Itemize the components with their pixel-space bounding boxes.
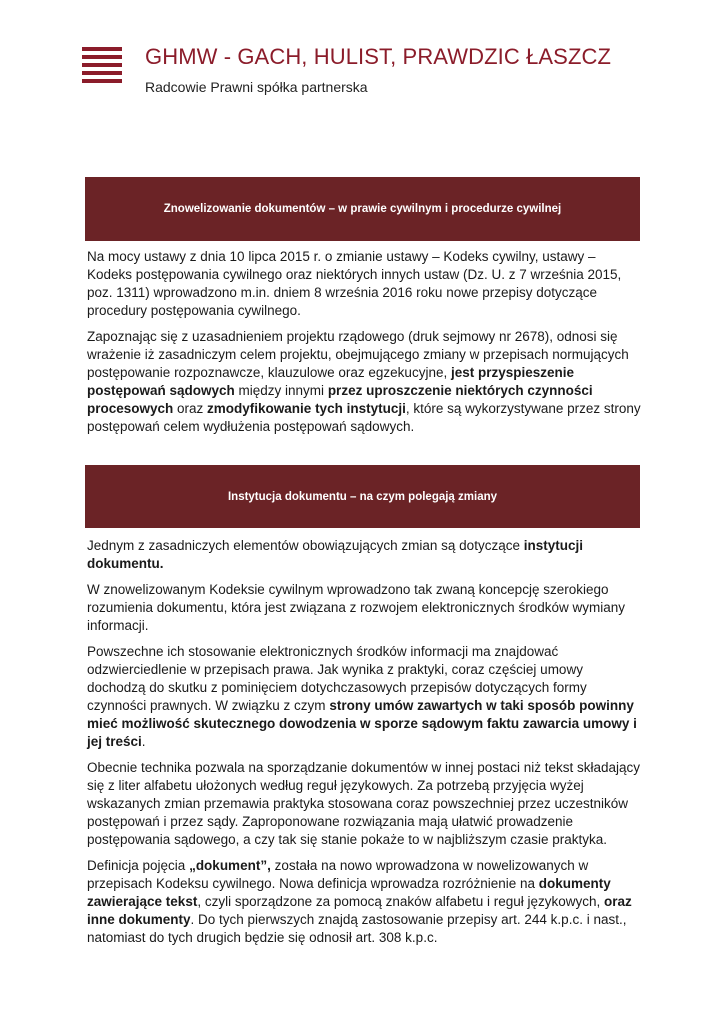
- striped-bars-logo-icon: [82, 47, 122, 87]
- firm-subtitle: Radcowie Prawni spółka partnerska: [145, 79, 368, 95]
- paragraph: Powszechne ich stosowanie elektronicznych środków informacji ma znajdować odzwierciedlenie w przepisach prawa. Jak wynika z praktyki, coraz częściej umowy dochodzą do skutku z pominięciem dotychczasowych przepisów dotyczących formy czynności prawnych. W związku z czym strony umów zawartych w taki sposób powinny mieć możliwość skutecznego dowodzenia w sporze sądowym faktu zawarcia umowy i jej treści.: [87, 644, 637, 749]
- section-header-document: Instytucja dokumentu – na czym polegają zmiany: [85, 465, 640, 528]
- section-amendment-body: [87, 248, 642, 444]
- paragraph: Na mocy ustawy z dnia 10 lipca 2015 r. o zmianie ustawy – Kodeks cywilny, ustawy – Kodeks postępowania cywilnego oraz niektórych innych ustaw (Dz. U. z 7 września 2015, poz. 1311) wprowadzono m.in. dniem 8 września 2016 roku nowe przepisy dotyczące procedury postępowania cywilnego.: [87, 249, 622, 318]
- paragraph: Definicja pojęcia „dokument”, została na nowo wprowadzona w nowelizowanych w przepisach Kodeksu cywilnego. Nowa definicja wprowadza rozróżnienie na dokumenty zawierające tekst, czyli sporządzone za pomocą znaków alfabetu i reguł językowych, oraz inne dokumenty. Do tych pierwszych znajdą zastosowanie przepisy art. 244 k.p.c. i nast., natomiast do tych drugich będzie się odnosił art. 308 k.p.c.: [87, 858, 632, 945]
- paragraph: W znowelizowanym Kodeksie cywilnym wprowadzono tak zwaną koncepcję szerokiego rozumienia dokumentu, która jest związana z rozwojem elektronicznych środków wymiany informacji.: [87, 582, 625, 633]
- section-header-amendment: Znowelizowanie dokumentów – w prawie cywilnym i procedurze cywilnej: [85, 177, 640, 241]
- paragraph: Zapoznając się z uzasadnieniem projektu rządowego (druk sejmowy nr 2678), odnosi się wrażenie iż zasadniczym celem projektu, obejmującego zmiany w przepisach normujących postępowanie rozpoznawcze, klauzulowe oraz egzekucyjne, jest przyspieszenie postępowań sądowych między innymi przez uproszczenie niektórych czynności procesowych oraz zmodyfikowanie tych instytucji, które są wykorzystywane przez strony postępowań celem wydłużenia postępowań sądowych.: [87, 329, 641, 434]
- paragraph: Obecnie technika pozwala na sporządzanie dokumentów w innej postaci niż tekst składający się z liter alfabetu ułożonych według reguł językowych. Za potrzebą przyjęcia wyżej wskazanych zmian przemawia praktyka stosowana coraz powszechniej przez uczestników postępowań i przez sądy. Zaproponowane rozwiązania mają ułatwić prowadzenie postępowania sądowego, a czy tak się stanie pokaże to w najbliższym czasie praktyka.: [87, 760, 641, 847]
- paragraph: Jednym z zasadniczych elementów obowiązujących zmian są dotyczące instytucji dokumentu.: [87, 538, 583, 571]
- section-document-body: [87, 537, 642, 955]
- firm-name: GHMW - GACH, HULIST, PRAWDZIC ŁASZCZ: [145, 44, 612, 69]
